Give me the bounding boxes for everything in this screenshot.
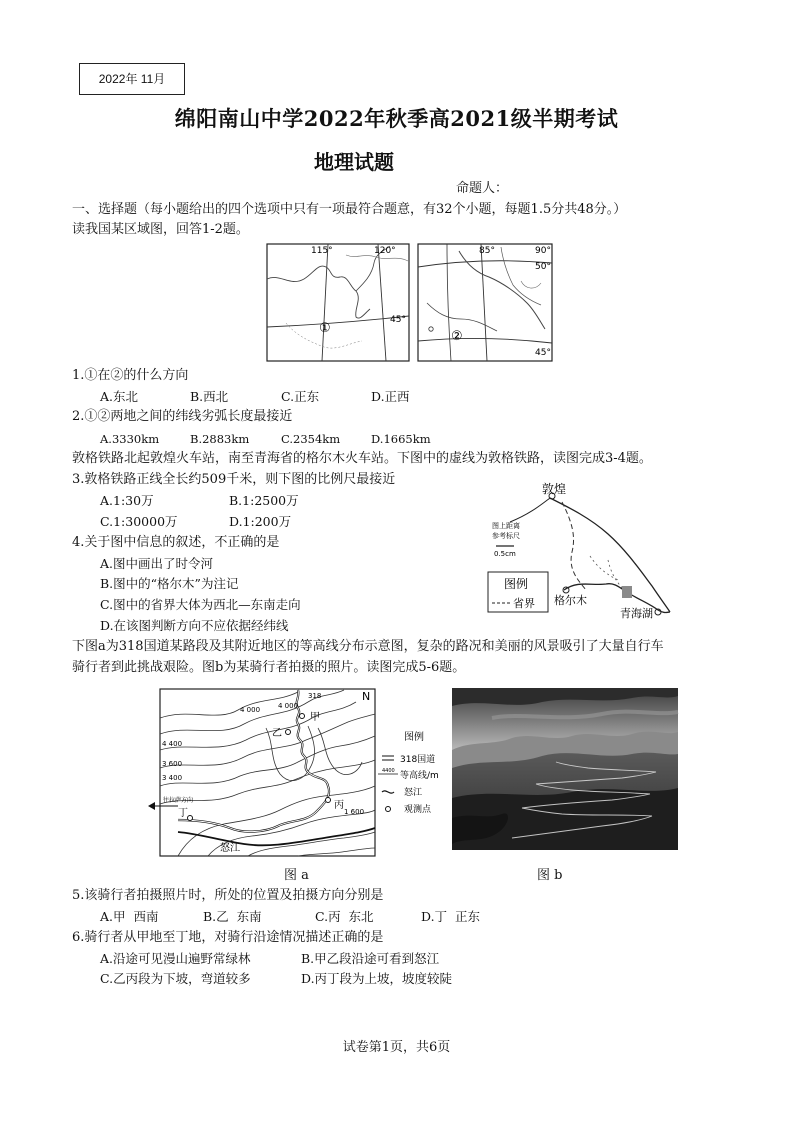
- fig-a-legend-contour: 等高线/m: [400, 771, 439, 781]
- question-1-option-a[interactable]: A.东北: [100, 389, 139, 404]
- region-map-2: [417, 243, 553, 362]
- question-5-option-b[interactable]: B.乙 东南: [203, 909, 262, 924]
- fig-a-contour-5: 4 000: [240, 706, 261, 714]
- question-2-option-d[interactable]: D.1665km: [371, 432, 431, 446]
- exam-subtitle: 地理试题: [314, 150, 394, 174]
- question-5-option-c[interactable]: C.丙 东北: [315, 909, 374, 924]
- railmap-scale-label-1: 图上距离: [492, 522, 520, 530]
- map1-lat: 45°: [390, 315, 406, 325]
- date-box: 2022年 11月: [79, 63, 185, 95]
- railmap-legend-item: 省界: [513, 597, 535, 610]
- fig-a-arrow-label: 往拉萨方向: [163, 797, 194, 804]
- map2-lon2: 90°: [535, 246, 551, 256]
- question-3-option-b[interactable]: B.1:2500万: [229, 493, 299, 508]
- fig-a-river-label: 怒江: [220, 843, 240, 854]
- map2-marker: ②: [451, 329, 463, 344]
- intro-3-4: 敦格铁路北起敦煌火车站，南至青海省的格尔木火车站。下图中的虚线为敦格铁路，读图完成3-4题。: [72, 451, 652, 466]
- question-6-option-c[interactable]: C.乙丙段为下坡，弯道较多: [100, 971, 251, 986]
- exam-title: 绵阳南山中学2022年秋季高2021级半期考试: [174, 106, 619, 131]
- map1-lon2: 120°: [374, 246, 396, 256]
- question-1-stem: 1.①在②的什么方向: [72, 368, 189, 383]
- question-3-option-d[interactable]: D.1:200万: [229, 514, 292, 529]
- fig-a-contour-2: 4 000: [278, 702, 299, 710]
- map1-lon1: 115°: [311, 246, 333, 256]
- fig-a-label-yi: 乙: [272, 728, 282, 739]
- question-1-option-d[interactable]: D.正西: [371, 389, 410, 404]
- railmap-scale-label-2: 参考标尺: [492, 532, 520, 540]
- railmap-dunhuang: 敦煌: [542, 482, 567, 496]
- fig-a-legend-point: 观测点: [404, 805, 432, 815]
- question-5-option-d[interactable]: D.丁 正东: [421, 909, 480, 924]
- intro-5-6-line-1: 下图a为318国道某路段及其附近地区的等高线分布示意图，复杂的路况和美丽的风景吸引了大量自行车: [72, 639, 664, 654]
- fig-a-label-ding: 丁: [178, 808, 188, 819]
- intro-1-2: 读我国某区域图，回答1-2题。: [72, 222, 249, 237]
- fig-a-legend-river: 怒江: [404, 788, 423, 798]
- map2-lat2: 45°: [535, 348, 551, 358]
- fig-a-contour-6: 1 600: [344, 808, 365, 816]
- figure-a-contour-map: [148, 688, 439, 858]
- question-4-option-a[interactable]: A.图中画出了时令河: [100, 556, 214, 571]
- question-1-option-c[interactable]: C.正东: [281, 389, 320, 404]
- question-4-option-c[interactable]: C.图中的省界大体为西北—东南走向: [100, 597, 301, 612]
- figure-b-photo: [452, 688, 678, 850]
- question-3-option-a[interactable]: A.1:30万: [100, 493, 154, 508]
- fig-a-contour-1: 4 400: [162, 740, 183, 748]
- question-4-option-b[interactable]: B.图中的“格尔木”为注记: [100, 576, 239, 591]
- question-3-stem: 3.敦格铁路正线全长约509千米，则下图的比例尺最接近: [72, 472, 396, 487]
- railway-map: [480, 482, 686, 626]
- railmap-geermu: 格尔木: [554, 594, 587, 607]
- question-2-option-b[interactable]: B.2883km: [190, 432, 250, 446]
- fig-a-label-jia: 甲: [310, 712, 320, 723]
- fig-a-road-label: 318: [308, 692, 322, 700]
- question-6-option-b[interactable]: B.甲乙段沿途可看到怒江: [301, 951, 440, 966]
- fig-a-legend-road: 318国道: [400, 755, 436, 765]
- map2-lon1: 85°: [479, 246, 495, 256]
- question-5-stem: 5.该骑行者拍摄照片时，所处的位置及拍摄方向分别是: [72, 888, 384, 903]
- section-heading: 一、选择题（每小题给出的四个选项中只有一项最符合题意，有32个小题，每题1.5分共48分。）: [72, 202, 627, 217]
- question-2-option-c[interactable]: C.2354km: [281, 432, 341, 446]
- fig-a-contour-3: 3 400: [162, 774, 183, 782]
- railmap-legend-title: 图例: [504, 577, 529, 591]
- intro-5-6-line-2: 骑行者到此挑战艰险。图b为某骑行者拍摄的照片。读图完成5-6题。: [72, 660, 466, 675]
- page-footer: 试卷第1页，共6页: [342, 1040, 451, 1055]
- question-5-option-a[interactable]: A.甲 西南: [100, 909, 159, 924]
- question-4-option-d[interactable]: D.在该图判断方向不应依据经纬线: [100, 618, 289, 633]
- map1-marker: ①: [319, 321, 331, 336]
- railmap-scale-value: 0.5cm: [494, 550, 516, 558]
- figure-a-caption: 图 a: [284, 868, 309, 883]
- question-1-option-b[interactable]: B.西北: [190, 389, 229, 404]
- question-6-option-a[interactable]: A.沿途可见漫山遍野常绿林: [100, 951, 251, 966]
- fig-a-north: N: [362, 690, 371, 703]
- question-3-option-c[interactable]: C.1:30000万: [100, 514, 178, 529]
- fig-a-label-bing: 丙: [334, 800, 344, 811]
- question-4-stem: 4.关于图中信息的叙述，不正确的是: [72, 535, 280, 550]
- question-6-stem: 6.骑行者从甲地至丁地，对骑行沿途情况描述正确的是: [72, 930, 384, 945]
- railmap-qinghai-lake: 青海湖: [620, 607, 653, 620]
- author-label: 命题人：: [456, 181, 509, 196]
- fig-a-contour-4: 3 600: [162, 760, 183, 768]
- figure-b-caption: 图 b: [537, 868, 563, 883]
- region-map-1: [266, 243, 410, 362]
- question-6-option-d[interactable]: D.丙丁段为上坡，坡度较陡: [301, 971, 453, 986]
- fig-a-legend-title: 图例: [404, 732, 424, 743]
- fig-a-legend-val: 4400: [382, 768, 395, 774]
- question-2-option-a[interactable]: A.3330km: [100, 432, 160, 446]
- map2-lat1: 50°: [535, 262, 551, 272]
- question-2-stem: 2.①②两地之间的纬线劣弧长度最接近: [72, 409, 293, 424]
